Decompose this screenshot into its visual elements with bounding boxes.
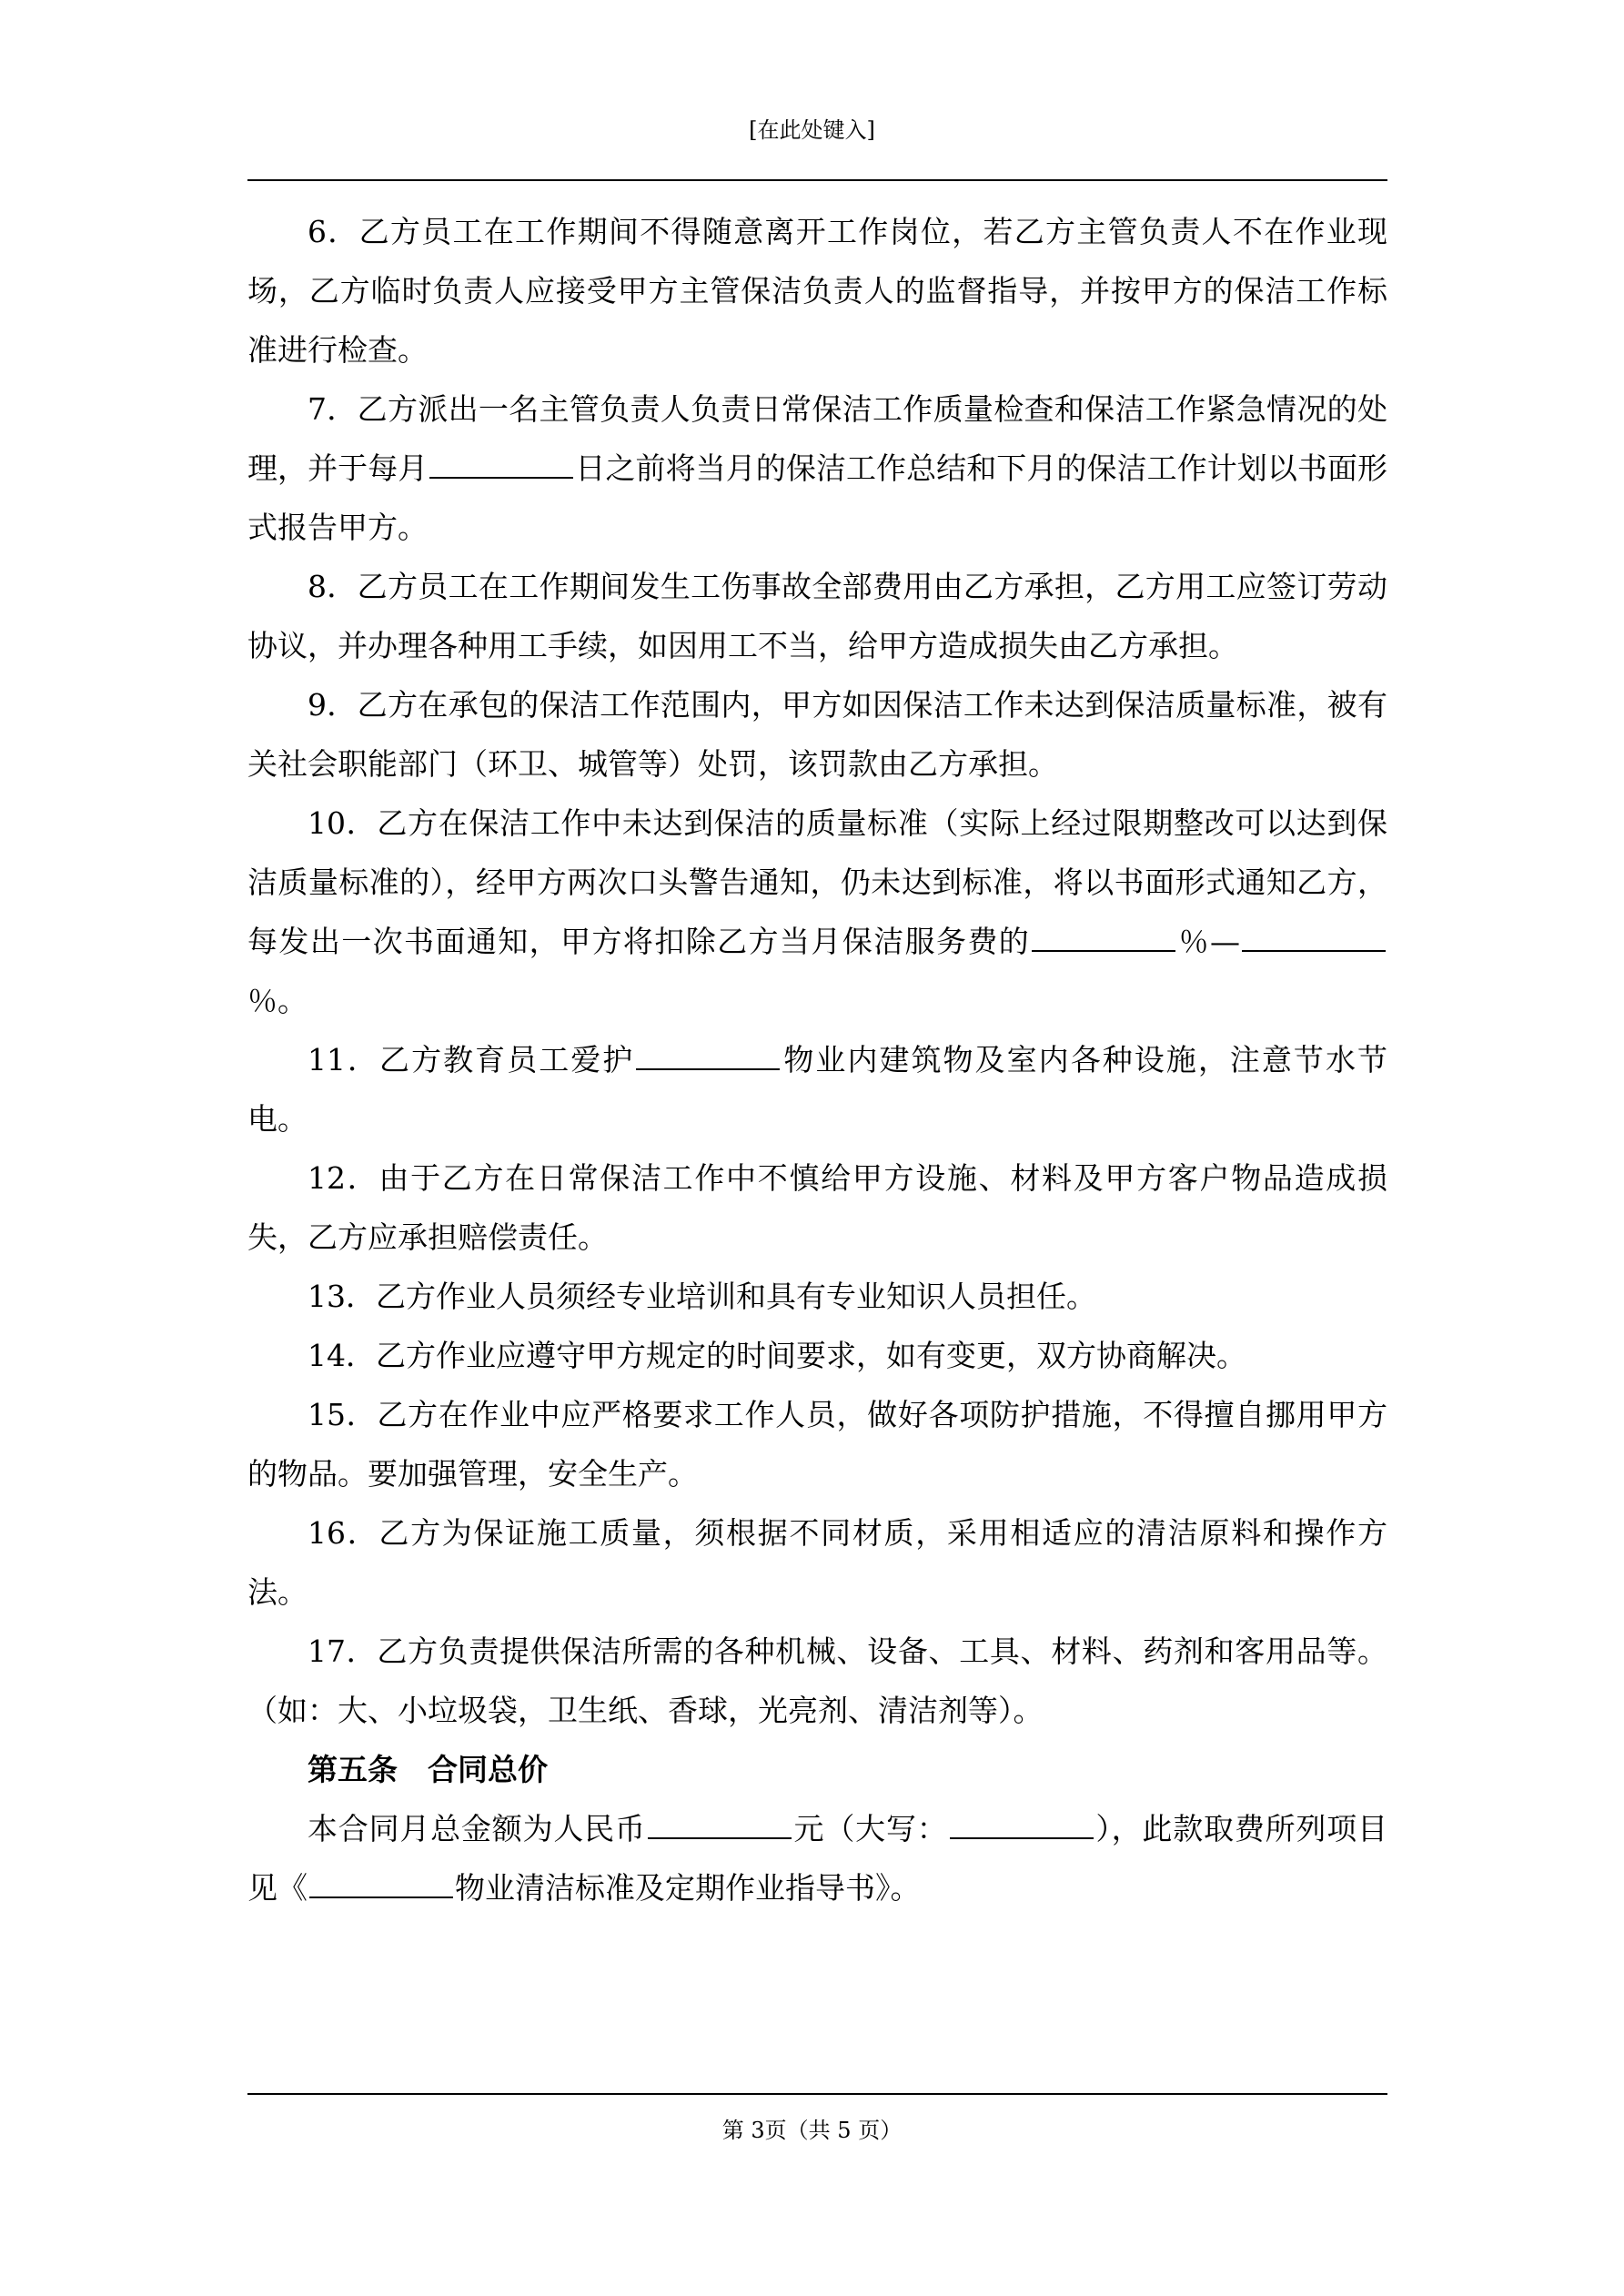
section-heading: 第五条 合同总价 — [308, 1752, 548, 1787]
clause-17 — [247, 1622, 1387, 1740]
clause-11 — [247, 1030, 1387, 1148]
clause-text: 6．乙方员工在工作期间不得随意离开工作岗位，若乙方主管负责人不在作业现场，乙方临时负责人应接受甲方主管保洁负责人的监督指导，并按甲方的保洁工作标准进行检查。 — [247, 214, 1387, 368]
clause-text: ％— — [1177, 924, 1241, 959]
clause-text: 8．乙方员工在工作期间发生工伤事故全部费用由乙方承担，乙方用工应签订劳动协议，并办理各种用工手续，如因用工不当，给甲方造成损失由乙方承担。 — [247, 569, 1387, 663]
clause-12 — [247, 1148, 1387, 1267]
clause-13 — [247, 1267, 1387, 1326]
clause-8 — [247, 557, 1387, 675]
clause-text: ），此款取费所列项目见《 — [247, 1811, 1388, 1906]
fill-in-blank[interactable] — [636, 1041, 780, 1070]
header-divider — [247, 179, 1387, 181]
page-number: 第 3页（共 5 页） — [721, 2118, 903, 2143]
clause-15 — [247, 1385, 1387, 1503]
clause-text: 物业内建筑物及室内各种设施，注意节水节电。 — [247, 1042, 1387, 1137]
clause-text: 日之前将当月的保洁工作总结和下月的保洁工作计划以书面形式报告甲方。 — [247, 450, 1388, 545]
clause-text: 10．乙方在保洁工作中未达到保洁的质量标准（实际上经过限期整改可以达到保洁质量标准的），经甲方两次口头警告通知，仍未达到标准，将以书面形式通知乙方，每发出一次书面通知，甲方将扣除乙方当月保洁服务费的 — [247, 805, 1387, 959]
clause-text: 12．由于乙方在日常保洁工作中不慎给甲方设施、材料及甲方客户物品造成损失，乙方应承担赔偿责任。 — [247, 1160, 1387, 1255]
clause-text: 本合同月总金额为人民币 — [308, 1811, 646, 1846]
clause-text: 物业清洁标准及定期作业指导书》。 — [455, 1870, 921, 1906]
document-body — [247, 202, 1387, 1917]
amount-in-words-blank[interactable] — [950, 1810, 1094, 1839]
clause-text: ％。 — [247, 983, 308, 1018]
footer-divider — [247, 2093, 1387, 2095]
clause-text: 13．乙方作业人员须经专业培训和具有专业知识人员担任。 — [308, 1279, 1096, 1314]
clause-text: 14．乙方作业应遵守甲方规定的时间要求，如有变更，双方协商解决。 — [308, 1338, 1246, 1373]
clause-6 — [247, 202, 1387, 379]
contract-total-clause — [247, 1799, 1387, 1917]
clause-text: 11．乙方教育员工爱护 — [308, 1042, 635, 1077]
clause-7 — [247, 379, 1387, 557]
clause-10 — [247, 794, 1387, 1030]
clause-text: 15．乙方在作业中应严格要求工作人员，做好各项防护措施，不得擅自挪用甲方的物品。要加强管理，安全生产。 — [247, 1397, 1387, 1492]
clause-text: 元（大写： — [792, 1811, 948, 1846]
clause-text: 9．乙方在承包的保洁工作范围内，甲方如因保洁工作未达到保洁质量标准，被有关社会职能部门（环卫、城管等）处罚，该罚款由乙方承担。 — [247, 687, 1387, 782]
clause-text: 16．乙方为保证施工质量，须根据不同材质，采用相适应的清洁原料和操作方法。 — [247, 1515, 1387, 1610]
fill-in-blank[interactable] — [1242, 923, 1386, 952]
clause-9 — [247, 675, 1387, 794]
clause-text: 17．乙方负责提供保洁所需的各种机械、设备、工具、材料、药剂和客用品等。（如：大、小垃圾袋，卫生纸、香球，光亮剂、清洁剂等）。 — [247, 1633, 1387, 1728]
clause-text: 7．乙方派出一名主管负责人负责日常保洁工作质量检查和保洁工作紧急情况的处理，并于每月 — [247, 391, 1387, 486]
fill-in-blank[interactable] — [1032, 923, 1175, 952]
clause-14 — [247, 1326, 1387, 1385]
page-header: [在此处键入] — [749, 117, 875, 143]
fill-in-blank[interactable] — [429, 450, 573, 479]
clause-16 — [247, 1503, 1387, 1622]
property-name-blank[interactable] — [309, 1869, 453, 1898]
amount-blank[interactable] — [648, 1810, 792, 1839]
